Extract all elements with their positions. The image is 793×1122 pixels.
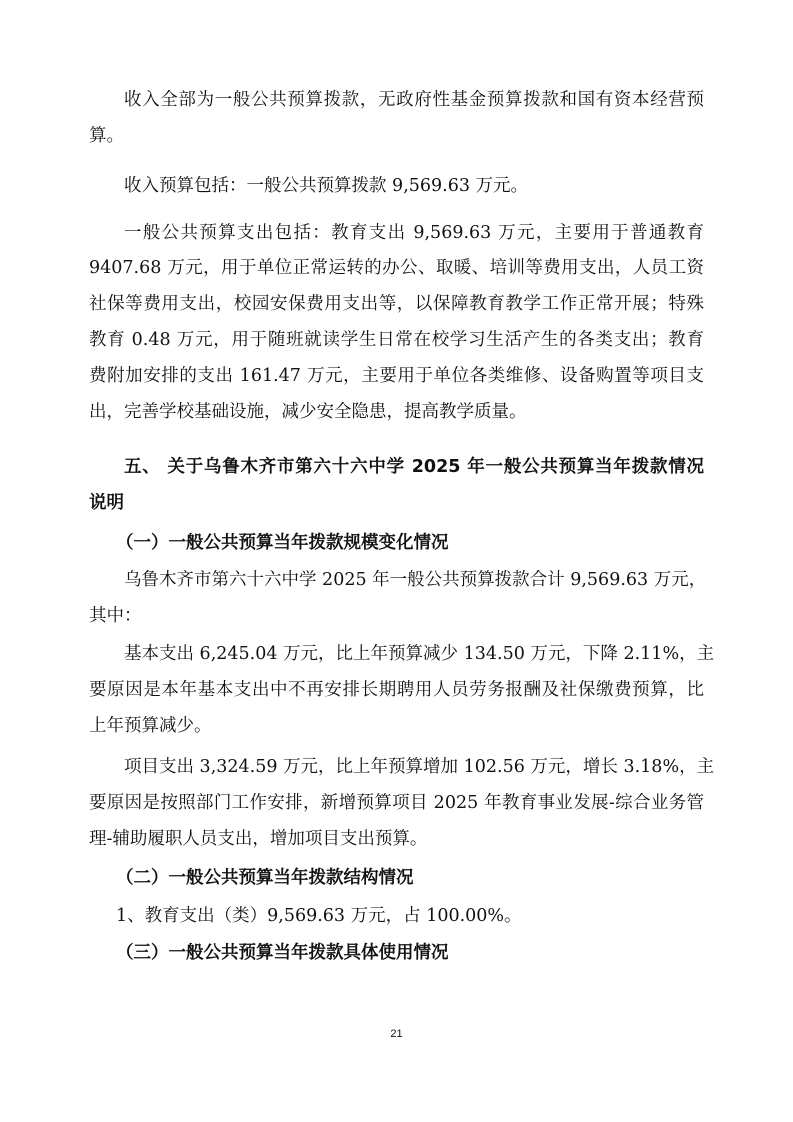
paragraph-line: 要原因是按照部门工作安排，新增预算项目 2025 年教育事业发展-综合业务管 bbox=[89, 793, 704, 813]
paragraph-line: 9407.68 万元，用于单位正常运转的办公、取暖、培训等费用支出，人员工资 bbox=[89, 258, 704, 278]
paragraph-line: 乌鲁木齐市第六十六中学 2025 年一般公共预算拨款合计 9,569.63 万元， bbox=[124, 570, 707, 590]
section-heading: 五、 关于乌鲁木齐市第六十六中学 2025 年一般公共预算当年拨款情况 bbox=[124, 457, 704, 477]
paragraph-line: 要原因是本年基本支出中不再安排长期聘用人员劳务报酬及社保缴费预算，比 bbox=[89, 680, 704, 700]
paragraph-line: 社保等费用支出，校园安保费用支出等，以保障教育教学工作正常开展；特殊 bbox=[89, 294, 704, 314]
subsection-heading: （一）一般公共预算当年拨款规模变化情况 bbox=[116, 533, 449, 553]
section-heading: 说明 bbox=[89, 493, 124, 513]
paragraph-line: 教育 0.48 万元，用于随班就读学生日常在校学习生活产生的各类支出；教育 bbox=[89, 330, 704, 350]
paragraph-line: 费附加安排的支出 161.47 万元，主要用于单位各类维修、设备购置等项目支 bbox=[89, 366, 704, 386]
page-number: 21 bbox=[390, 1028, 403, 1040]
paragraph-line: 上年预算减少。 bbox=[89, 716, 212, 736]
paragraph-line: 出，完善学校基础设施，减少安全隐患，提高教学质量。 bbox=[89, 402, 527, 422]
paragraph-line: 收入预算包括：一般公共预算拨款 9,569.63 万元。 bbox=[124, 176, 529, 196]
paragraph-line: 1、教育支出（类）9,569.63 万元，占 100.00%。 bbox=[116, 906, 522, 926]
paragraph-line: 项目支出 3,324.59 万元，比上年预算增加 102.56 万元，增长 3.18%，主 bbox=[124, 757, 715, 777]
paragraph-line: 基本支出 6,245.04 万元，比上年预算减少 134.50 万元，下降 2.11%，主 bbox=[124, 644, 715, 664]
paragraph-line: 其中： bbox=[89, 606, 142, 626]
paragraph-line: 算。 bbox=[89, 126, 124, 146]
paragraph-line: 理-辅助履职人员支出，增加项目支出预算。 bbox=[89, 829, 428, 849]
subsection-heading: （二）一般公共预算当年拨款结构情况 bbox=[116, 868, 414, 888]
subsection-heading: （三）一般公共预算当年拨款具体使用情况 bbox=[116, 943, 449, 963]
paragraph-line: 收入全部为一般公共预算拨款，无政府性基金预算拨款和国有资本经营预 bbox=[124, 90, 704, 110]
paragraph-line: 一般公共预算支出包括：教育支出 9,569.63 万元，主要用于普通教育 bbox=[124, 223, 704, 243]
